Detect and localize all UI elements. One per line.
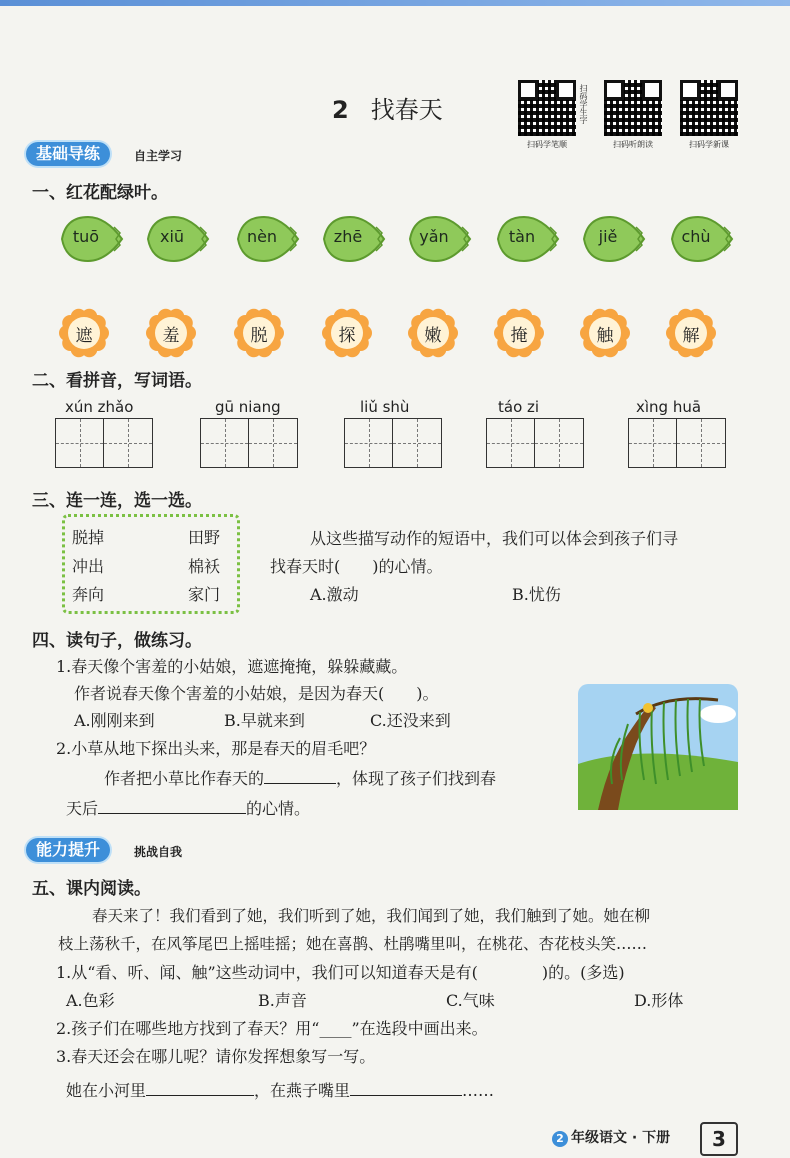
qr-code-icon: [680, 80, 738, 136]
s5-q2: 2.孩子们在哪些地方找到了春天？用“____”在选段中画出来。: [56, 1019, 488, 1038]
flower-character-card[interactable]: [408, 308, 458, 358]
s4-q2-text-b: ，体现了孩子们找到春: [336, 769, 497, 788]
leaf-pinyin-card[interactable]: [580, 213, 646, 265]
s4-q2: 2.小草从地下探出头来，那是春天的眉毛吧？: [56, 739, 376, 758]
flower-character-card[interactable]: [146, 308, 196, 358]
pinyin-word-2: gū niang: [215, 398, 281, 416]
s5-q3-text-a: 她在小河里: [66, 1081, 147, 1100]
passage-line-2: 枝上荡秋千，在风筝尾巴上摇哇摇；她在喜鹊、杜鹃嘴里叫，在桃花、杏花枝头笑……: [58, 935, 648, 953]
flower-character: 探: [338, 326, 356, 346]
leaf-pinyin-card[interactable]: [668, 213, 734, 265]
section-badge-basic: 基础导练: [26, 142, 110, 166]
top-color-bar: [0, 0, 790, 6]
writing-grid-4[interactable]: [486, 418, 584, 468]
writing-grid-1[interactable]: [55, 418, 153, 468]
pinyin-word-1: xún zhǎo: [65, 398, 134, 416]
leaf-pinyin-card[interactable]: [494, 213, 560, 265]
s5-q3: 3.春天还会在哪儿呢？请你发挥想象写一写。: [56, 1047, 376, 1066]
flower-character: 触: [596, 326, 614, 346]
passage-line-1: 春天来了！我们看到了她，我们听到了她，我们闻到了她，我们触到了她。她在柳: [92, 907, 651, 925]
match-left-2[interactable]: 冲出: [72, 557, 105, 576]
page-number: 3: [700, 1122, 738, 1156]
qr-code-stroke[interactable]: [518, 80, 588, 150]
qr-code-lesson[interactable]: [680, 80, 746, 150]
leaf-pinyin-card[interactable]: [320, 213, 386, 265]
section-4-heading: 四、读句子，做练习。: [32, 631, 202, 651]
leaf-pinyin-card[interactable]: [144, 213, 210, 265]
flower-character-card[interactable]: [580, 308, 630, 358]
flower-character-card[interactable]: [494, 308, 544, 358]
s5-q1-option-c[interactable]: C.气味: [446, 991, 495, 1010]
match-right-1[interactable]: 田野: [188, 528, 221, 547]
pinyin-word-5: xìng huā: [636, 398, 702, 416]
qr-code-reading[interactable]: [604, 80, 670, 150]
s4-q1-prompt: 作者说春天像个害羞的小姑娘，是因为春天( )。: [74, 684, 439, 703]
answer-blank[interactable]: [264, 767, 336, 784]
s3-option-a[interactable]: A.激动: [310, 585, 359, 604]
leaf-pinyin: tuō: [72, 227, 100, 246]
s5-q3-text-c: ……: [462, 1081, 495, 1100]
section-2-heading: 二、看拼音，写词语。: [32, 371, 202, 391]
qr-code-icon: [604, 80, 662, 136]
footer-book-title: [552, 1127, 670, 1147]
leaf-pinyin-card[interactable]: [58, 213, 124, 265]
qr-caption: 扫码学新课: [689, 140, 729, 149]
flower-character: 掩: [510, 326, 528, 346]
section-badge-sub: 挑战自我: [134, 845, 183, 859]
section-badge-advanced: 能力提升: [26, 838, 110, 862]
flower-character: 脱: [250, 326, 268, 346]
flower-character-card[interactable]: [322, 308, 372, 358]
leaf-pinyin: jiě: [598, 227, 618, 246]
s5-q1: 1.从“看、听、闻、触”这些动词中，我们可以知道春天是有( )的。(多选): [56, 963, 625, 982]
leaf-pinyin: tàn: [508, 227, 536, 246]
qr-side-caption: 扫码学生字: [579, 84, 588, 124]
s4-q2-line2: [66, 796, 310, 819]
leaf-pinyin: chù: [681, 227, 711, 246]
leaf-pinyin: zhē: [333, 227, 363, 246]
flower-character: 嫩: [424, 326, 442, 346]
flower-character: 羞: [162, 326, 180, 346]
s4-q1-option-a[interactable]: A.刚刚来到: [74, 711, 155, 730]
flower-character-card[interactable]: [234, 308, 284, 358]
leaf-pinyin: yǎn: [419, 227, 449, 246]
writing-grid-2[interactable]: [200, 418, 298, 468]
pinyin-word-4: táo zi: [498, 398, 540, 416]
s4-q1-option-c[interactable]: C.还没来到: [370, 711, 451, 730]
flower-character: 解: [682, 326, 700, 346]
leaf-pinyin-card[interactable]: [406, 213, 472, 265]
section-1-heading: 一、红花配绿叶。: [32, 183, 168, 203]
leaf-pinyin: xiū: [159, 227, 185, 246]
lesson-title: [332, 90, 443, 125]
grade-circle-icon: 2: [552, 1131, 568, 1147]
s5-q3-answer-line: [66, 1078, 494, 1101]
pinyin-word-3: liǔ shù: [360, 398, 410, 416]
leaf-pinyin-card[interactable]: [234, 213, 300, 265]
match-left-3[interactable]: 奔向: [72, 585, 105, 604]
lesson-title-text: 找春天: [370, 96, 443, 124]
s3-option-b[interactable]: B.忧伤: [512, 585, 561, 604]
s4-q2-text-c: 天后: [66, 799, 99, 818]
match-right-3[interactable]: 家门: [188, 585, 221, 604]
section-5-heading: 五、课内阅读。: [32, 879, 151, 899]
qr-code-icon: [518, 80, 576, 136]
answer-blank[interactable]: [350, 1079, 462, 1096]
flower-character-card[interactable]: [666, 308, 716, 358]
s4-q2-line1: [104, 766, 496, 789]
leaf-pinyin: nèn: [246, 227, 278, 246]
match-right-2[interactable]: 棉袄: [188, 557, 221, 576]
s4-q2-text-a: 作者把小草比作春天的: [104, 769, 265, 788]
section-3-heading: 三、连一连，选一选。: [32, 491, 202, 511]
s3-question-line2: 找春天时( )的心情。: [270, 557, 443, 576]
s3-question-line1: 从这些描写动作的短语中，我们可以体会到孩子们寻: [310, 529, 679, 548]
match-left-1[interactable]: 脱掉: [72, 528, 105, 547]
flower-character-card[interactable]: [59, 308, 109, 358]
s4-q1-option-b[interactable]: B.早就来到: [224, 711, 305, 730]
lesson-number: 2: [332, 96, 349, 124]
qr-caption: 扫码学笔顺: [527, 140, 567, 149]
s5-q1-option-a[interactable]: A.色彩: [66, 991, 115, 1010]
willow-tree-illustration: [578, 684, 738, 810]
s5-q1-option-d[interactable]: D.形体: [634, 991, 684, 1010]
section-badge-sub: 自主学习: [134, 149, 183, 163]
s5-q3-text-b: ，在燕子嘴里: [254, 1081, 351, 1100]
writing-grid-3[interactable]: [344, 418, 442, 468]
s4-q1: 1.春天像个害羞的小姑娘，遮遮掩掩，躲躲藏藏。: [56, 657, 408, 676]
flower-character: 遮: [75, 326, 93, 346]
writing-grid-5[interactable]: [628, 418, 726, 468]
s5-q1-option-b[interactable]: B.声音: [258, 991, 307, 1010]
answer-blank[interactable]: [98, 797, 246, 814]
qr-caption: 扫码听朗读: [613, 140, 653, 149]
footer-book-label: 年级语文 · 下册: [571, 1130, 671, 1146]
answer-blank[interactable]: [146, 1079, 254, 1096]
s4-q2-text-d: 的心情。: [246, 799, 311, 818]
